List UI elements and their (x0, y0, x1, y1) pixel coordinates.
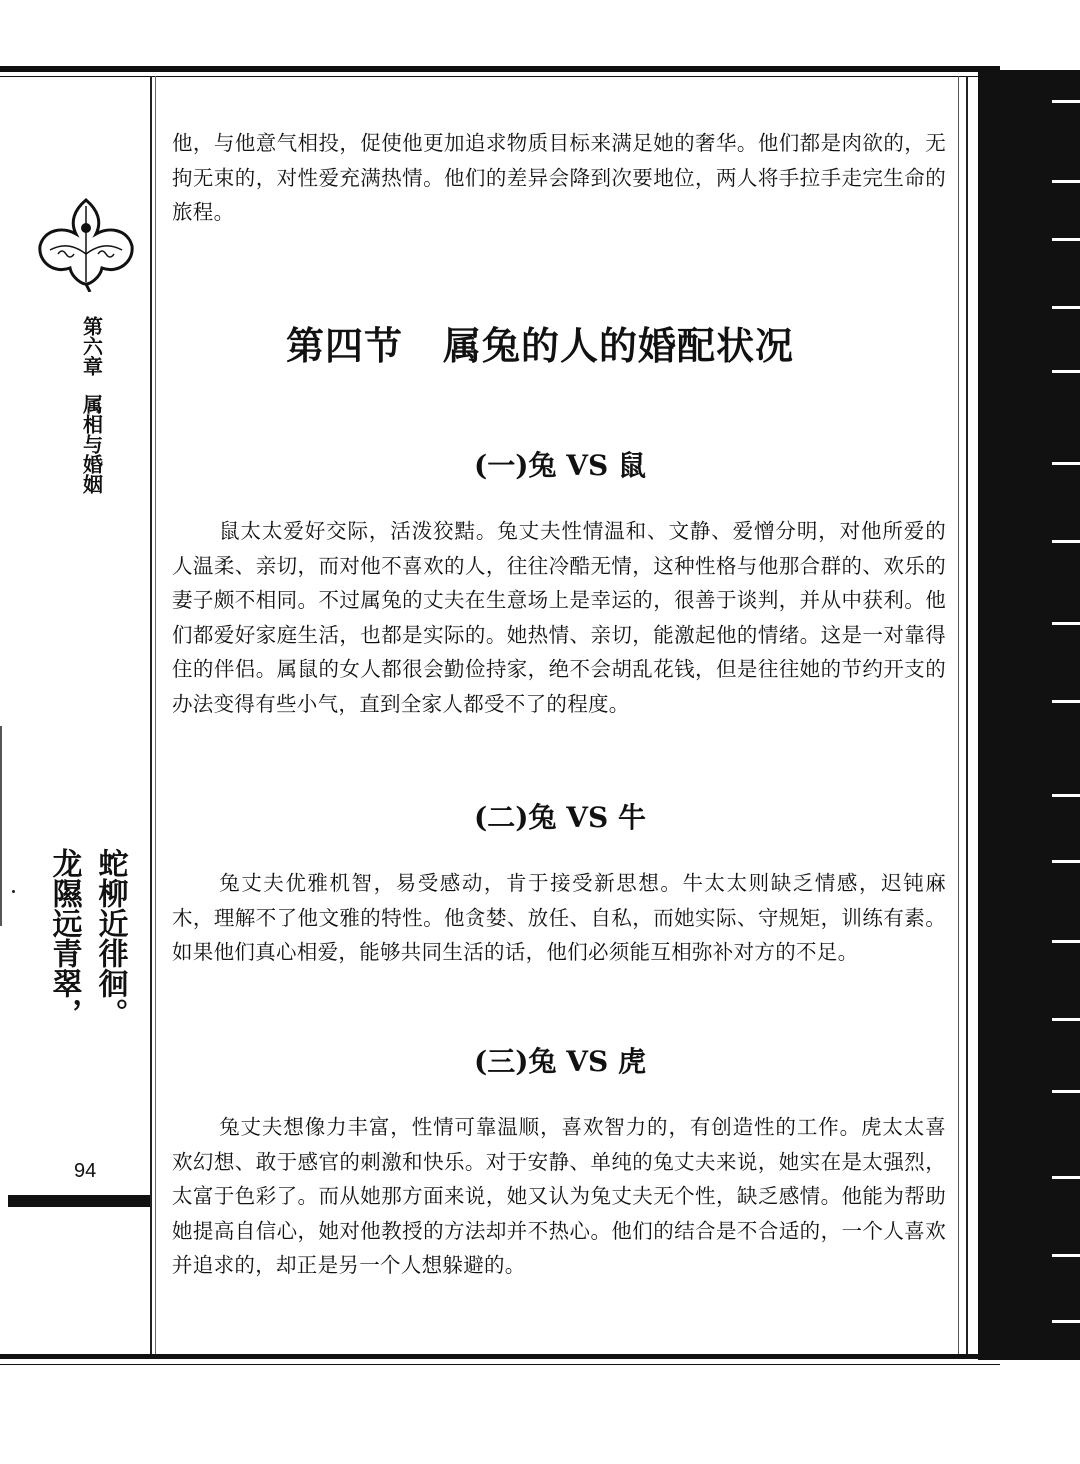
left-margin-line-inner (155, 76, 156, 1354)
subsection-body (172, 514, 946, 721)
section-name: 属兔的人的婚配状况 (443, 324, 795, 368)
subsection-title: (三)兔 VS 虎 (474, 1045, 646, 1078)
section-title (0, 315, 1080, 370)
intro-text: 他，与他意气相投，促使他更加追求物质目标来满足她的奢华。他们都是肉欲的，无拘无束的，对性爱充满热情。他们的差异会降到次要地位，两人将手拉手走完生命的旅程。 (172, 131, 946, 224)
bottom-rule-thin (0, 1364, 1000, 1365)
scan-edge-mark (0, 726, 2, 926)
scan-dot (12, 890, 15, 893)
subsection-body (172, 1110, 946, 1283)
subsection-text: 兔丈夫想像力丰富，性情可靠温顺，喜欢智力的，有创造性的工作。虎太太喜欢幻想、敢于感官的刺激和快乐。对于安静、单纯的兔丈夫来说，她实在是太强烈，太富于色彩了。而从她那方面来说，她又认为兔丈夫无个性，缺乏感情。他能为帮助她提高自信心，她对他教授的方法却并不热心。他们的结合是不合适的，一个人喜欢并追求的，却正是另一个人想躲避的。 (172, 1115, 946, 1277)
book-spine-edge (978, 70, 1080, 1360)
subsection-body (172, 866, 946, 970)
page-number-bar (8, 1195, 150, 1207)
bottom-rule-thick (0, 1354, 1000, 1359)
left-margin-line (150, 76, 152, 1354)
right-margin-line (966, 76, 968, 1354)
subsection-title: (二)兔 VS 牛 (474, 801, 646, 834)
section-number: 第四节 (285, 324, 403, 368)
poem-line-2: 龙隰远青翠， (46, 848, 82, 1028)
poem-line-1: 蛇柳近徘徊。 (92, 848, 128, 1028)
right-margin-line-inner (958, 76, 959, 1354)
poem-line-left (44, 848, 84, 1028)
chapter-name: 属相与婚姻 (79, 394, 104, 494)
page-number: 94 (74, 1160, 97, 1182)
subsection-text: 鼠太太爱好交际，活泼狡黠。兔丈夫性情温和、文静、爱憎分明，对他所爱的人温柔、亲切，而对他不喜欢的人，往往冷酷无情，这种性格与他那合群的、欢乐的妻子颇不相同。不过属兔的丈夫在生意场上是幸运的，很善于谈判，并从中获利。他们都爱好家庭生活，也都是实际的。她热情、亲切，能激起他的情绪。这是一对靠得住的伴侣。属鼠的女人都很会勤俭持家，绝不会胡乱花钱，但是往往她的节约开支的办法变得有些小气，直到全家人都受不了的程度。 (172, 519, 946, 716)
leaf-emblem-icon (30, 192, 142, 292)
intro-paragraph (172, 126, 946, 230)
top-rule-thick (0, 66, 1000, 72)
poem-line-right (90, 848, 130, 1028)
subsection-title: (一)兔 VS 鼠 (474, 449, 646, 482)
subsection-text: 兔丈夫优雅机智，易受感动，肯于接受新思想。牛太太则缺乏情感，迟钝麻木，理解不了他文雅的特性。他贪婪、放任、自私，而她实际、守规矩，训练有素。如果他们真心相爱，能够共同生活的话，他们必须能互相弥补对方的不足。 (172, 871, 946, 964)
chapter-label: 第六章 (79, 316, 104, 376)
